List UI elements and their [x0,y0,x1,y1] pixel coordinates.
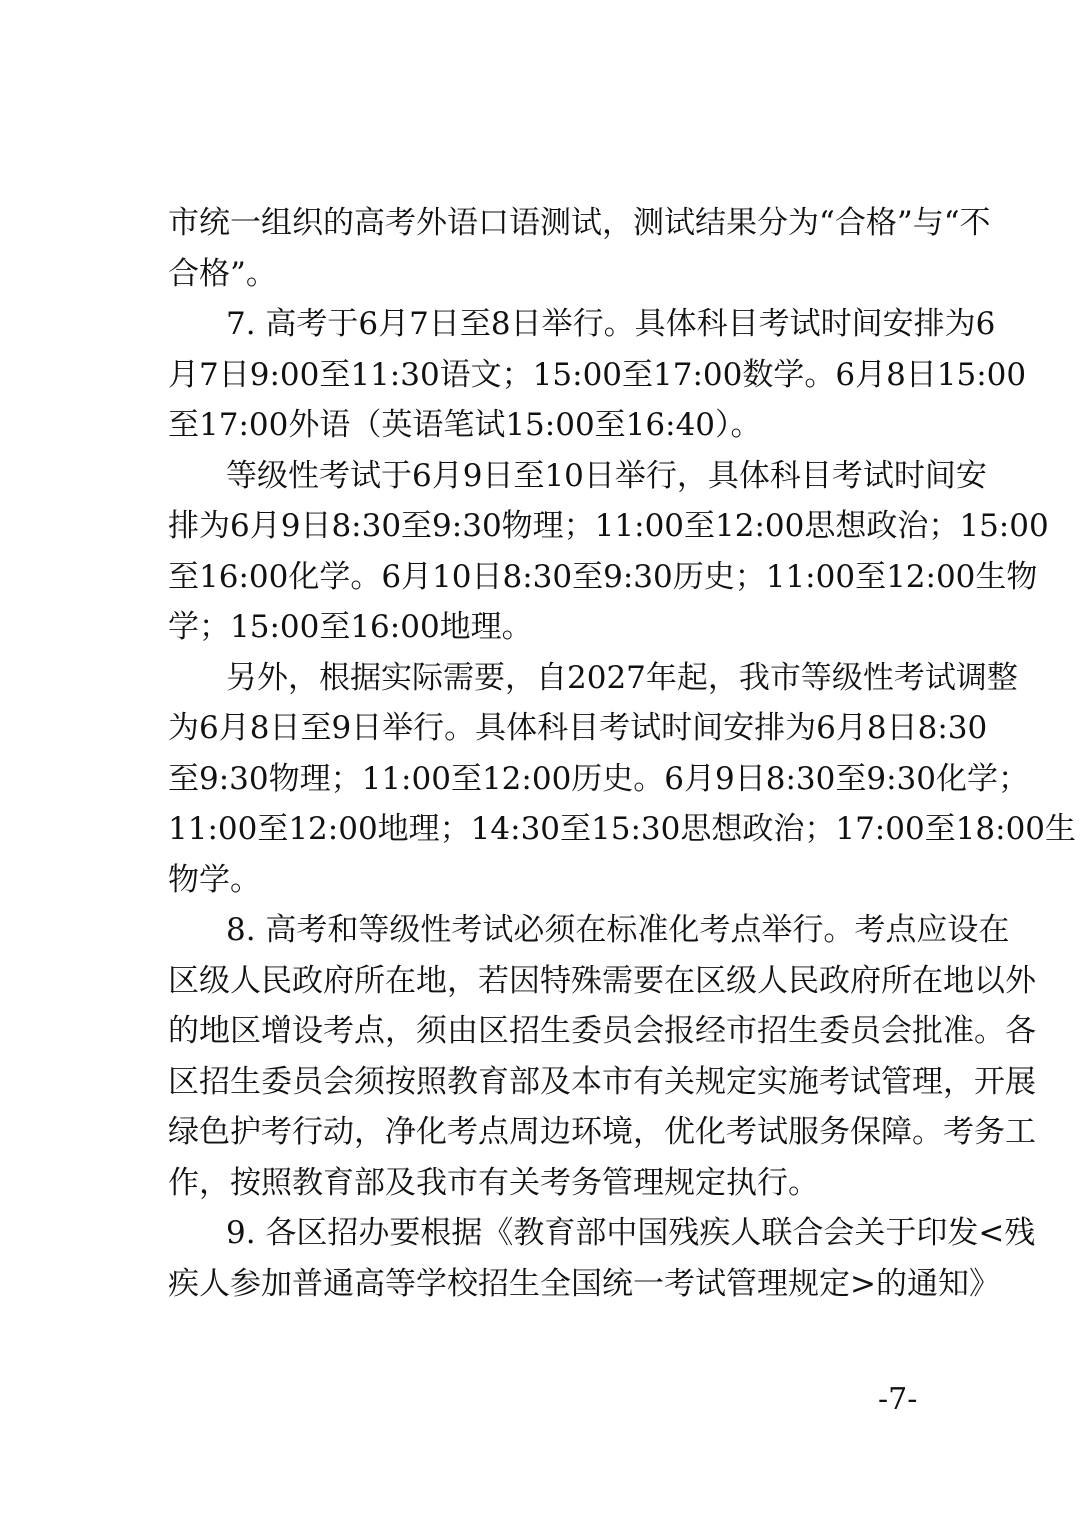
paragraph-2027-adjustment [168,653,1077,906]
text-line: 至9:30物理；11:00至12:00历史。6月9日8:30至9:30化学； [168,760,1029,797]
paragraph-item-7 [168,299,1027,451]
text-line: 排为6月9日8:30至9:30物理；11:00至12:00思想政治；15:00 [168,508,1049,544]
text-line: 合格”。 [168,255,277,292]
text-line: 至17:00外语（英语笔试15:00至16:40）。 [168,407,762,443]
text-line: 市统一组织的高考外语口语测试，测试结果分为“合格”与“不 [168,205,991,241]
text-line: 11:00至12:00地理；14:30至15:30思想政治；17:00至18:00生 [168,811,1077,847]
text-line: 7. 高考于6月7日至8日举行。具体科目考试时间安排为6 [226,306,996,342]
text-line: 等级性考试于6月9日至10日举行，具体科目考试时间安 [226,457,987,494]
text-line: 9. 各区招办要根据《教育部中国残疾人联合会关于印发<残 [226,1215,1036,1251]
text-line: 为6月8日至9日举行。具体科目考试时间安排为6月8日8:30 [168,710,988,746]
text-line: 8. 高考和等级性考试必须在标准化考点举行。考点应设在 [226,912,1010,948]
paragraph-level-exam [168,451,1049,653]
text-line: 的地区增设考点，须由区招生委员会报经市招生委员会批准。各 [168,1013,1036,1049]
text-line: 物学。 [168,861,261,898]
text-line: 区招生委员会须按照教育部及本市有关规定实施考试管理，开展 [168,1063,1036,1100]
text-line: 区级人民政府所在地，若因特殊需要在区级人民政府所在地以外 [168,962,1036,999]
document-body [168,198,1077,1309]
paragraph-oral-test-tail [168,198,991,299]
text-line: 绿色护考行动，净化考点周边环境，优化考试服务保障。考务工 [168,1114,1036,1150]
text-line: 学；15:00至16:00地理。 [168,609,533,645]
text-line: 月7日9:00至11:30语文；15:00至17:00数学。6月8日15:00 [168,356,1027,393]
text-line: 疾人参加普通高等学校招生全国统一考试管理规定>的通知》 [168,1265,1000,1302]
text-line: 另外，根据实际需要，自2027年起，我市等级性考试调整 [226,659,1018,696]
page-number: -7- [878,1382,918,1417]
paragraph-item-9 [168,1208,1036,1309]
paragraph-item-8 [168,905,1036,1208]
text-line: 至16:00化学。6月10日8:30至9:30历史；11:00至12:00生物 [168,558,1038,595]
text-line: 作，按照教育部及我市有关考务管理规定执行。 [168,1164,819,1201]
